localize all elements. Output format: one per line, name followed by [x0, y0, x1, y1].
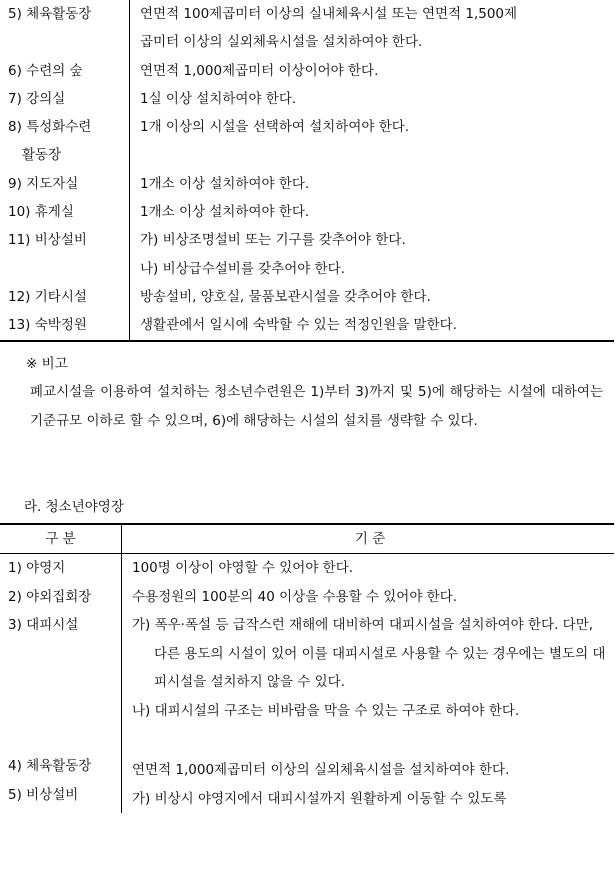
table-row: [0, 198, 614, 226]
row-label: 2) 야외집회장: [0, 583, 122, 612]
row-text: 방송설비, 양호실, 물품보관시설을 갖추어야 한다.: [140, 288, 431, 305]
list-item: 나) 대피시설의 구조는 비바람을 막을 수 있는 구조로 하여야 한다.: [132, 702, 520, 719]
table-row: [0, 226, 614, 283]
row-text: 1개소 이상 설치하여야 한다.: [140, 204, 310, 221]
table-header: [0, 524, 614, 554]
table-row: [0, 554, 614, 583]
table-row: [0, 311, 614, 340]
table-row: [0, 283, 614, 311]
row-text: 1개 이상의 시설을 선택하여 설치하여야 한다.: [140, 119, 410, 136]
section-title: 라. 청소년야영장: [24, 499, 124, 515]
row-label: 10) 휴게실: [0, 198, 130, 226]
row-label: 9) 지도자실: [0, 170, 130, 198]
table-row: [0, 0, 614, 57]
row-text: 연면적 1,000제곱미터 이상의 실외체육시설을 설치하여야 한다. 가) 비상시 야영지에서 대피시설까지 원활하게 이동할 수 있도록: [132, 762, 510, 807]
row-text: 수용정원의 100분의 40 이상을 수용할 수 있어야 한다.: [132, 588, 458, 605]
table-row: [0, 170, 614, 198]
row-label: 12) 기타시설: [0, 283, 130, 311]
table-row: [0, 113, 614, 170]
row-label: 3) 대피시설: [0, 611, 122, 752]
row-label: 11) 비상설비: [0, 226, 130, 283]
row-label: 13) 숙박정원: [0, 311, 130, 340]
row-text: 생활관에서 일시에 숙박할 수 있는 적정인원을 말한다.: [140, 317, 457, 334]
facility-standards-table: [0, 0, 614, 342]
note-body: 폐교시설을 이용하여 설치하는 청소년수련원은 1)부터 3)까지 및 5)에 해당하는 시설에 대하여는 기준규모 이하로 할 수 있으며, 6)에 해당하는 시설의 설치를 생략할 수 있다.: [30, 384, 603, 429]
row-text: 1개소 이상 설치하여야 한다.: [140, 175, 310, 192]
row-text: 연면적 100제곱미터 이상의 실내체육시설 또는 연면적 1,500제 곱미터 이상의 실외체육시설을 설치하여야 한다.: [140, 6, 518, 51]
table-row: [0, 583, 614, 612]
row-label: 4) 체육활동장 5) 비상설비: [0, 752, 122, 813]
table-row: [0, 57, 614, 85]
table-row: [0, 752, 614, 813]
row-text: 가) 비상조명설비 또는 기구를 갖추어야 한다. 나) 비상급수설비를 갖추어야 한다.: [140, 232, 406, 277]
campground-standards-table: [0, 523, 614, 813]
note-title: ※ 비고: [26, 356, 68, 372]
row-text: [122, 611, 615, 752]
row-label: 6) 수련의 숲: [0, 57, 130, 85]
row-label: 5) 체육활동장: [0, 0, 130, 57]
list-item: 가) 폭우·폭설 등 급작스런 재해에 대비하여 대피시설을 설치하여야 한다. 다만, 다른 용도의 시설이 있어 이를 대피시설로 사용할 수 있는 경우에는 별도의 대피시설을 설치하지 않을 수 있다.: [132, 617, 606, 690]
row-text: 1실 이상 설치하여야 한다.: [140, 90, 297, 107]
row-text: 100명 이상이 야영할 수 있어야 한다.: [132, 560, 354, 576]
header-category: 구 분: [0, 524, 122, 554]
row-label: 1) 야영지: [0, 554, 122, 583]
row-label: 7) 강의실: [0, 85, 130, 113]
header-standard: 기 준: [122, 524, 615, 554]
table-row: [0, 85, 614, 113]
row-text: 연면적 1,000제곱미터 이상이어야 한다.: [140, 62, 379, 79]
table-row: [0, 611, 614, 752]
row-label: 8) 특성화수련 활동장: [0, 113, 130, 170]
